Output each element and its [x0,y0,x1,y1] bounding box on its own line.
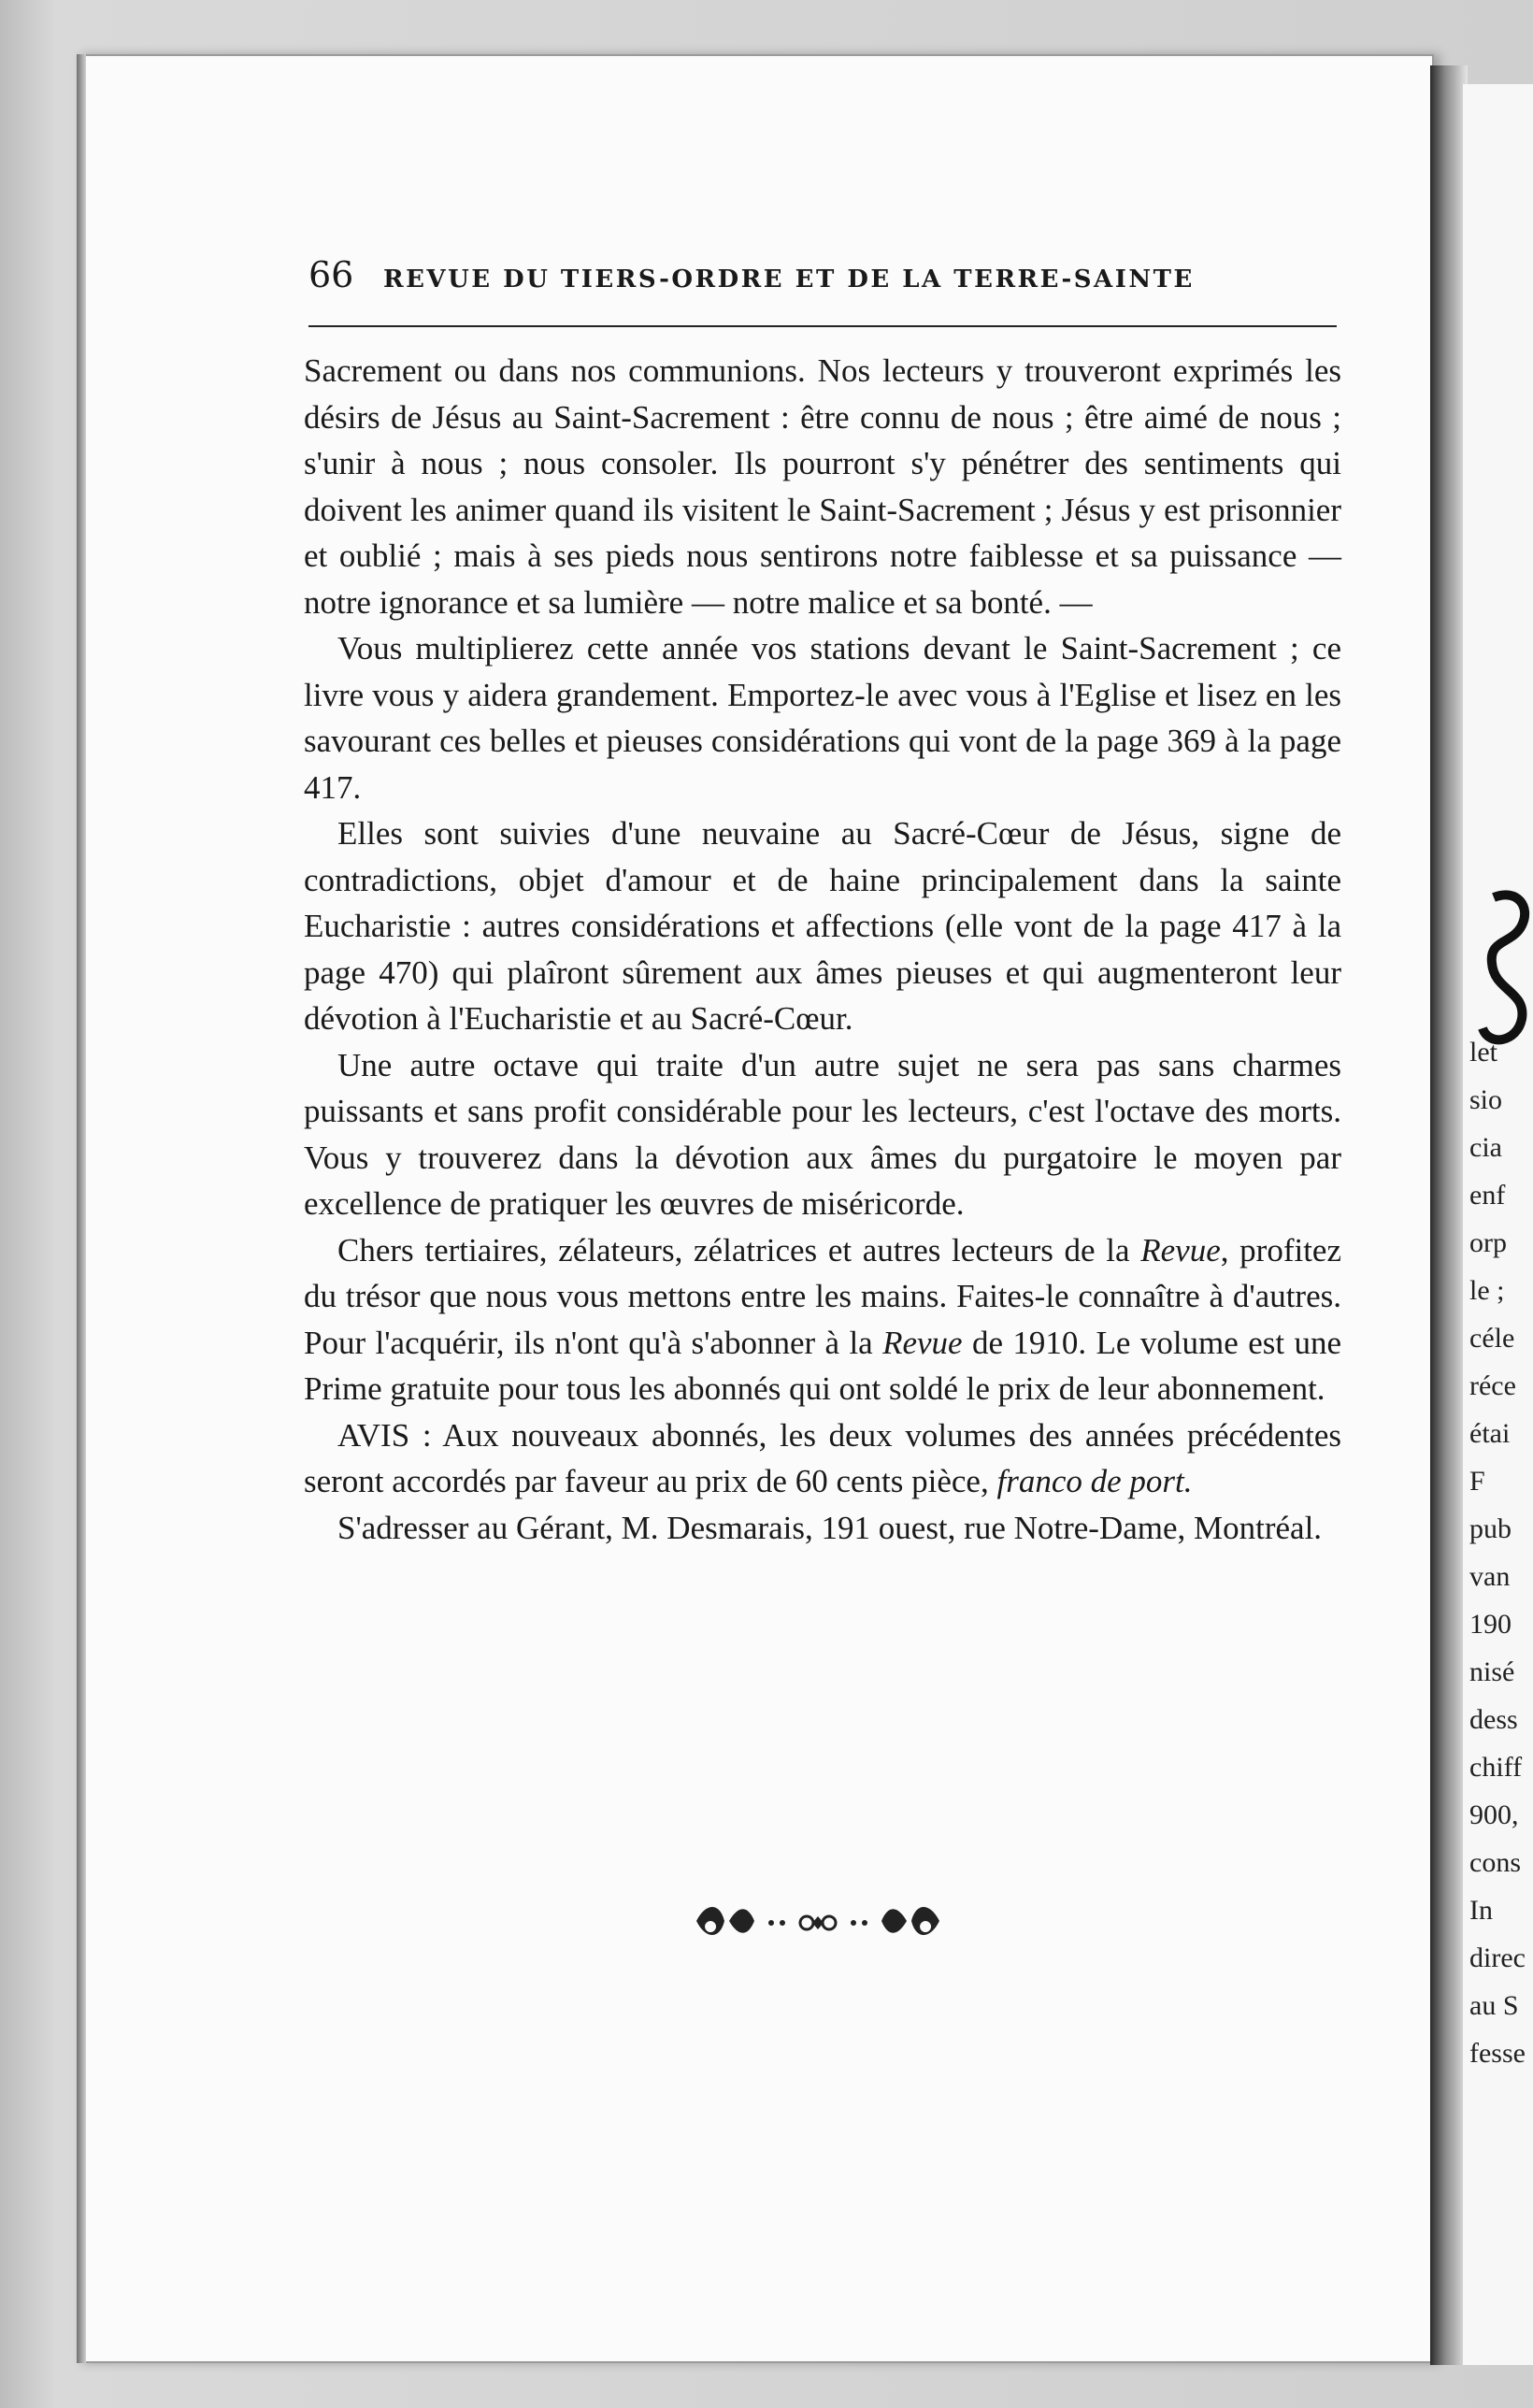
notice-text: AVIS : Aux nouveaux abonnés, les deux volumes des années précédentes seront accordés par faveur au prix de 60 cents pièce, [304,1416,1341,1499]
paragraph-4: Une autre octave qui traite d'un autre sujet ne sera pas sans charmes puissants et sans profit considérable pour les lecteurs, c'est l'octave des morts. Vous y trouverez dans la dévotion aux âmes du purgatoire le moyen par excellence de pratiquer les œuvres de miséricorde. [304,1046,1341,1222]
notice-italic: franco de port. [996,1463,1193,1499]
fragment-line: 190 [1469,1609,1512,1640]
fragment-line: F [1469,1466,1485,1497]
fleuron-divider-icon [687,1898,949,1944]
fragment-line: cons [1469,1847,1521,1878]
fragment-line: cia [1469,1132,1502,1163]
paragraph-1: Sacrement ou dans nos communions. Nos lecteurs y trouveront exprimés les désirs de Jésus au Saint-Sacrement : être connu de nous ; être aimé de nous ; s'unir à nous ; nous consoler. Ils pourront s'y pénétrer des sentiments qui doivent les animer quand ils visitent le Saint-Sacrement ; Jésus y est prisonnier et oublié ; mais à ses pieds nous sentirons notre faiblesse et sa puissance — notre ignorance et sa lumière — notre malice et sa bonté. — [304,352,1341,621]
paragraph-5-text-c: de 1910. Le volume est une Prime gratuite pour tous les abonnés qui ont soldé le prix de leur abonnement. [304,1324,1341,1407]
fragment-line: nisé [1469,1656,1515,1687]
paragraph-5-text-b: , profitez du trésor que nous vous mettons entre les mains. Faites-le connaître à d'autres. Pour l'acquérir, ils n'ont qu'à s'abonner à la [304,1231,1342,1361]
fragment-line: 900, [1469,1799,1519,1830]
fragment-line: étai [1469,1418,1511,1449]
revue-title: Revue [1140,1231,1221,1268]
right-page-text-fragments [1469,1028,1533,2077]
fragment-line: chiff [1469,1752,1523,1783]
fragment-line: pub [1469,1513,1512,1544]
paragraph-2: Vous multiplierez cette année vos stations devant le Saint-Sacrement ; ce livre vous y aidera grandement. Emportez-le avec vous à l'Eglise et lisez en les savourant ces belles et pieuses considérations qui vont de la page 369 à la page 417. [304,630,1341,806]
paragraph-5-text-a: Chers tertiaires, zélateurs, zélatrices et autres lecteurs de la [337,1231,1141,1268]
fragment-line: céle [1469,1323,1515,1354]
fragment-line: sio [1469,1084,1503,1115]
paragraph-5 [304,1227,1341,1412]
fragment-line: dess [1469,1704,1518,1735]
page-header [308,254,1337,301]
article-body [304,348,1341,1551]
running-title: REVUE DU TIERS-ORDRE ET DE LA TERRE-SAINTE [383,265,1195,294]
paragraph-address: S'adresser au Gérant, M. Desmarais, 191 ouest, rue Notre-Dame, Montréal. [337,1509,1323,1546]
fragment-line: enf [1469,1180,1506,1211]
fragment-line: orp [1469,1227,1507,1258]
book-gutter [1430,65,1468,2365]
fragment-line: réce [1469,1370,1516,1401]
fragment-line: fesse [1469,2038,1526,2069]
fragment-line: le ; [1469,1275,1505,1306]
header-rule [308,325,1337,327]
page-number: 66 [308,254,354,295]
fragment-line: In [1469,1895,1493,1926]
paragraph-3: Elles sont suivies d'une neuvaine au Sacré-Cœur de Jésus, signe de contradictions, objet d'amour et de haine principalement dans la sainte Eucharistie : autres considérations et affections (elle vont de la page 417 à la page 470) qui plaîront sûrement aux âmes pieuses et qui augmenteront leur dévotion à l'Eucharistie et au Sacré-Cœur. [304,815,1341,1037]
revue-title: Revue [882,1324,963,1361]
fragment-line: au S [1469,1990,1519,2021]
fragment-line: van [1469,1561,1511,1592]
paragraph-notice [304,1412,1341,1505]
fragment-line: let [1469,1037,1497,1068]
fragment-line: direc [1469,1942,1526,1973]
